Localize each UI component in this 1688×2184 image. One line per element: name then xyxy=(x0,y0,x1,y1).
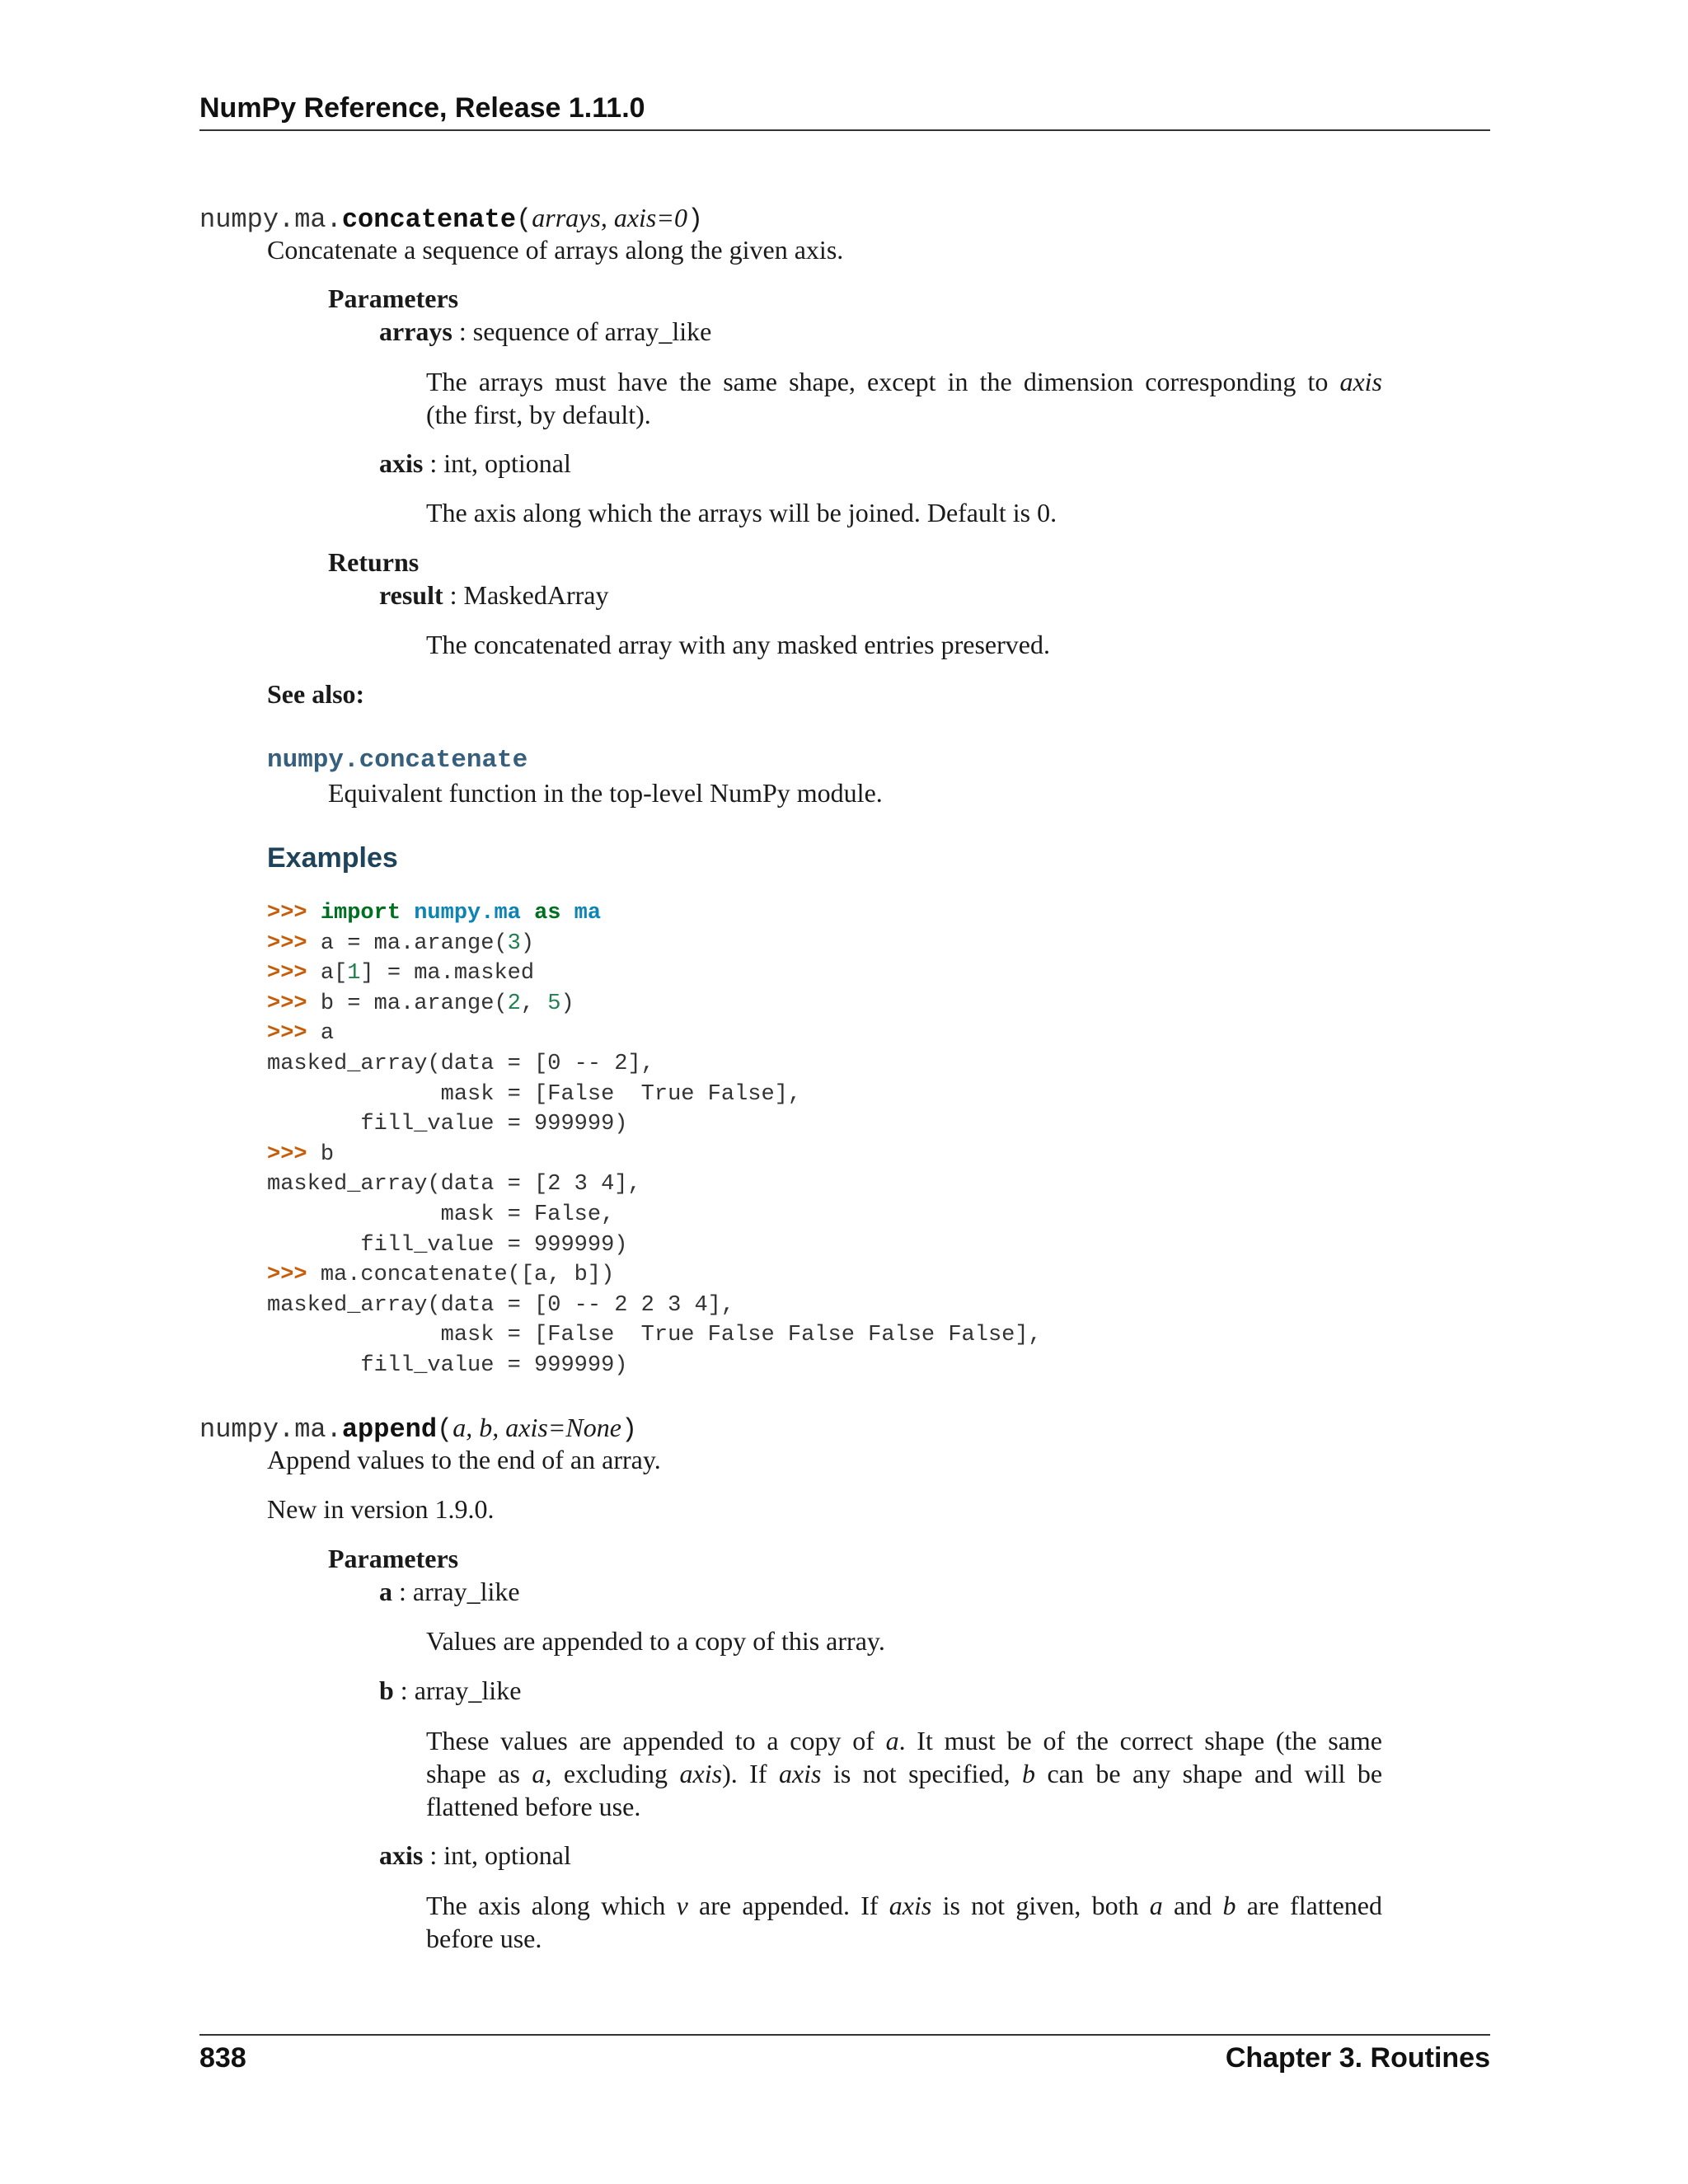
running-header: NumPy Reference, Release 1.11.0 xyxy=(199,92,645,124)
signature-params: a, b, axis=None xyxy=(452,1413,621,1442)
open-paren: ( xyxy=(516,204,532,235)
code-output-line: fill_value = 999999) xyxy=(267,1232,628,1258)
concatenate-summary: Concatenate a sequence of arrays along the given axis. xyxy=(267,235,844,265)
text-run: a xyxy=(532,1759,546,1788)
text-run: is not given, both xyxy=(931,1891,1150,1920)
code-keyword: as xyxy=(534,901,561,926)
text-run: v xyxy=(676,1891,688,1920)
code-line xyxy=(267,898,1042,929)
text-run: The axis along which xyxy=(426,1891,677,1920)
param-a-description: Values are appended to a copy of this array. xyxy=(426,1626,885,1656)
text-run: axis xyxy=(679,1759,723,1788)
footer-rule xyxy=(199,2034,1490,2036)
code-module: ma xyxy=(574,901,602,926)
code-line xyxy=(267,929,1042,959)
see-also-link[interactable]: numpy.concatenate xyxy=(267,746,528,775)
code-text: ) xyxy=(560,991,574,1016)
param-name: axis xyxy=(379,448,424,478)
open-paren: ( xyxy=(437,1414,453,1445)
param-name: a xyxy=(379,1577,392,1606)
return-name: result xyxy=(379,580,443,610)
signature-params: arrays, axis=0 xyxy=(532,203,687,232)
param-type: : array_like xyxy=(392,1577,520,1606)
param-axis xyxy=(379,448,571,479)
param-arrays-description xyxy=(426,365,1382,431)
description-line xyxy=(426,1724,1382,1757)
returns-heading: Returns xyxy=(328,547,420,577)
param-arrays xyxy=(379,316,711,347)
param-type: : int, optional xyxy=(423,448,571,478)
param-name: axis xyxy=(379,1840,424,1870)
param-type: : int, optional xyxy=(423,1840,571,1870)
description-line xyxy=(426,1757,1382,1790)
code-module: numpy.ma xyxy=(414,901,521,926)
code-line xyxy=(267,1019,1042,1049)
function-name: concatenate xyxy=(341,204,517,235)
code-output-line: fill_value = 999999) xyxy=(267,1112,628,1137)
code-line xyxy=(267,1260,1042,1291)
text-run: The arrays must have the same shape, except in the dimension corresponding to xyxy=(426,367,1340,396)
text-run: b xyxy=(1222,1891,1236,1920)
code-number: 5 xyxy=(547,991,561,1016)
see-also-description: Equivalent function in the top-level NumPy module. xyxy=(328,778,883,808)
code-number: 2 xyxy=(507,991,521,1016)
param-a xyxy=(379,1577,520,1607)
code-prompt: >>> xyxy=(267,1141,321,1167)
code-text: a xyxy=(320,1021,335,1047)
text-run: axis xyxy=(1339,367,1382,396)
param-axis xyxy=(379,1840,571,1871)
code-text: ) xyxy=(520,930,535,956)
text-run: shape as xyxy=(426,1759,532,1788)
code-prompt: >>> xyxy=(267,991,321,1016)
append-summary: Append values to the end of an array. xyxy=(267,1445,661,1474)
text-run: and xyxy=(1162,1891,1223,1920)
signature-prefix: numpy.ma. xyxy=(199,204,342,235)
text-run: . It must be of the correct shape (the same xyxy=(898,1726,1383,1755)
code-text: b xyxy=(320,1141,335,1167)
code-prompt: >>> xyxy=(267,1263,321,1288)
description-line xyxy=(426,1889,1382,1922)
code-prompt: >>> xyxy=(267,961,321,987)
return-description: The concatenated array with any masked entries preserved. xyxy=(426,630,1050,659)
header-rule xyxy=(199,129,1490,131)
code-text: b = ma.arange( xyxy=(320,991,508,1016)
text-run: a xyxy=(1149,1891,1163,1920)
concatenate-signature xyxy=(199,203,703,235)
close-paren: ) xyxy=(621,1414,638,1445)
version-note: New in version 1.9.0. xyxy=(267,1494,495,1524)
param-name: arrays xyxy=(379,316,452,346)
append-signature xyxy=(199,1413,637,1445)
description-line xyxy=(426,365,1382,398)
code-line xyxy=(267,958,1042,989)
code-text: a = ma.arange( xyxy=(320,930,508,956)
code-text: a[ xyxy=(320,961,348,987)
text-run: is not specified, xyxy=(821,1759,1023,1788)
param-axis-description xyxy=(426,1889,1382,1955)
text-run: b xyxy=(1022,1759,1036,1788)
code-output-line: mask = [False True False], xyxy=(267,1081,802,1107)
code-text: ma.concatenate([a, b]) xyxy=(320,1263,615,1288)
code-number: 3 xyxy=(507,930,521,956)
code-output-line: masked_array(data = [0 -- 2], xyxy=(267,1051,654,1076)
return-type: : MaskedArray xyxy=(443,580,609,610)
function-name: append xyxy=(341,1414,438,1445)
text-run: ). If xyxy=(722,1759,779,1788)
code-number: 1 xyxy=(347,961,361,987)
text-run: are flattened xyxy=(1236,1891,1382,1920)
code-text: , xyxy=(520,991,548,1016)
text-run: axis xyxy=(778,1759,822,1788)
text-run: axis xyxy=(889,1891,932,1920)
param-type: : sequence of array_like xyxy=(452,316,712,346)
param-name: b xyxy=(379,1675,394,1705)
param-b-description xyxy=(426,1724,1382,1823)
description-line: before use. xyxy=(426,1924,542,1953)
examples-heading: Examples xyxy=(267,842,398,874)
param-b xyxy=(379,1675,521,1706)
text-run: These values are appended to a copy of xyxy=(426,1726,886,1755)
parameters-heading: Parameters xyxy=(328,284,459,313)
signature-prefix: numpy.ma. xyxy=(199,1414,342,1445)
text-run: a xyxy=(885,1726,899,1755)
code-text: ] = ma.masked xyxy=(360,961,535,987)
code-prompt: >>> xyxy=(267,901,321,926)
code-block xyxy=(267,898,1042,1381)
code-prompt: >>> xyxy=(267,1021,321,1047)
close-paren: ) xyxy=(687,204,704,235)
description-line: (the first, by default). xyxy=(426,400,651,429)
code-output-line: mask = False, xyxy=(267,1202,615,1227)
see-also-heading: See also: xyxy=(267,679,365,709)
code-line xyxy=(267,1140,1042,1170)
text-run: are appended. If xyxy=(687,1891,889,1920)
code-output-line: masked_array(data = [0 -- 2 2 3 4], xyxy=(267,1292,735,1318)
code-output-line: masked_array(data = [2 3 4], xyxy=(267,1172,641,1197)
parameters-heading: Parameters xyxy=(328,1544,459,1573)
return-result xyxy=(379,580,608,611)
param-axis-description: The axis along which the arrays will be joined. Default is 0. xyxy=(426,498,1057,527)
text-run: , excluding xyxy=(545,1759,680,1788)
description-line: flattened before use. xyxy=(426,1792,641,1821)
chapter-label: Chapter 3. Routines xyxy=(1225,2042,1490,2074)
code-keyword: import xyxy=(320,901,401,926)
code-output-line: mask = [False True False False False False], xyxy=(267,1323,1042,1348)
text-run: can be any shape and will be xyxy=(1035,1759,1383,1788)
page-number: 838 xyxy=(199,2042,246,2074)
code-output-line: fill_value = 999999) xyxy=(267,1352,628,1378)
code-line xyxy=(267,989,1042,1019)
param-type: : array_like xyxy=(393,1675,522,1705)
code-prompt: >>> xyxy=(267,930,321,956)
